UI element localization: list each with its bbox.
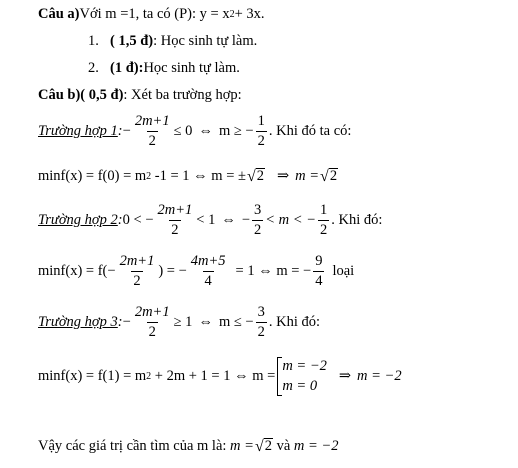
case-2-minus: − xyxy=(241,211,251,228)
line-3-imp: ⇒ xyxy=(338,368,352,385)
item-1-text: : Học sinh tự làm. xyxy=(153,33,258,49)
case-1-line xyxy=(38,114,351,148)
case-1-result-line: minf(x) = f(0) = m 2 -1 = 1 ⇔ m = ± √ 2 ⇒ m = √ 2 xyxy=(38,167,338,185)
item-1 xyxy=(88,33,257,50)
case-1-cond-fraction xyxy=(256,114,267,148)
line-1-res-sqrt xyxy=(320,168,338,185)
case-3-colon: : xyxy=(117,313,123,330)
cau-a-text-end: + 3x. xyxy=(234,6,265,22)
line-2-den2: 4 xyxy=(204,272,212,289)
line-2-num: 2m+1 xyxy=(119,253,155,269)
case-2-den: 2 xyxy=(171,221,179,238)
conclusion-sqrt xyxy=(255,438,273,455)
line-1-res-sqrt-val: 2 xyxy=(329,168,338,185)
case-1-label: Trường hợp 1 xyxy=(38,122,118,139)
case-1-iff: ⇔ xyxy=(198,122,213,139)
item-1-num: 1. xyxy=(88,33,99,49)
case-1-cden: 2 xyxy=(257,132,265,149)
line-1-mid: -1 = 1 ⇔ m = ± xyxy=(151,168,246,184)
line-3-opt-1: m = −2 xyxy=(282,358,327,374)
case-3-cden: 2 xyxy=(257,323,265,340)
line-2-den: 2 xyxy=(133,272,141,289)
line-1-left: minf(x) = f(0) = m xyxy=(38,168,147,184)
conclusion-and: và xyxy=(272,438,294,454)
line-2-den3: 4 xyxy=(315,272,323,289)
case-1-rel: ≤ 0 xyxy=(173,122,193,139)
case-2-line xyxy=(38,203,382,237)
conclusion-sqrt-val: 2 xyxy=(264,438,272,455)
case-3-iff: ⇔ xyxy=(198,313,213,330)
case-2-iff: ⇔ xyxy=(221,211,236,228)
case-2-bden: 2 xyxy=(319,221,328,238)
line-1-imp: ⇒ xyxy=(277,168,290,184)
item-1-score: ( 1,5 đ) xyxy=(110,33,154,49)
case-2-label: Trường hợp 2 xyxy=(38,211,118,228)
cau-b-label: Câu b)( 0,5 đ) xyxy=(38,87,124,103)
case-2-fraction xyxy=(156,203,195,237)
case-3-label: Trường hợp 3 xyxy=(38,313,118,330)
line-2-num3: 9 xyxy=(315,253,323,269)
case-2-colon: : xyxy=(117,211,123,228)
line-1-sqrt xyxy=(247,168,265,185)
case-2-num: 2m+1 xyxy=(157,202,193,218)
sqrt-icon: √ xyxy=(320,167,329,185)
case-3-cnum: 3 xyxy=(257,304,265,320)
cau-b-text: : Xét ba trường hợp: xyxy=(123,87,242,103)
cau-a-text: Với m =1, ta có (P): y = x xyxy=(79,6,230,22)
line-2-num2: 4m+5 xyxy=(190,253,226,269)
case-2-bnum: 1 xyxy=(319,202,328,218)
case-2-tail: . Khi đó: xyxy=(331,211,383,228)
line-2-left: minf(x) = f(− xyxy=(38,262,116,279)
case-3-fraction xyxy=(133,305,172,339)
case-3-num: 2m+1 xyxy=(134,304,170,320)
case-3-cond: m ≤ − xyxy=(218,313,254,330)
cau-b-line xyxy=(38,87,242,104)
line-2-fraction-1 xyxy=(118,254,157,288)
case-2-b-fraction xyxy=(318,203,329,237)
case-1-den: 2 xyxy=(148,132,156,149)
case-1-colon: : xyxy=(117,122,123,139)
line-2-mid: ) = − xyxy=(158,262,187,279)
item-2 xyxy=(88,60,240,77)
case-1-tail: . Khi đó ta có: xyxy=(268,122,352,139)
line-1-sqrt-val: 2 xyxy=(256,168,264,185)
case-2-rel: < 1 xyxy=(196,211,216,228)
item-2-score: (1 đ): xyxy=(110,60,144,76)
case-2-result-line xyxy=(38,254,354,288)
conclusion-text: Vậy các giá trị cần tìm của m là: xyxy=(38,438,231,454)
line-3-opt-2: m = 0 xyxy=(282,377,318,394)
case-2-anum: 3 xyxy=(254,202,262,218)
case-3-den: 2 xyxy=(148,323,156,340)
case-3-result-line: minf(x) = f(1) = m 2 + 2m + 1 = 1 ⇔ m = m = −2 m = 0 ⇒ m = −2 xyxy=(38,357,402,396)
line-3-res: m = −2 xyxy=(357,368,402,385)
sqrt-icon: √ xyxy=(246,167,256,185)
case-3-cond-fraction xyxy=(256,305,267,339)
case-1-cond: m ≥ − xyxy=(218,122,254,139)
conclusion-res-2: m = −2 xyxy=(293,438,339,454)
cau-a-label: Câu a) xyxy=(38,6,80,22)
item-2-text: Học sinh tự làm. xyxy=(143,60,240,76)
line-3-left: minf(x) = f(1) = m xyxy=(38,368,147,385)
line-2-fraction-2 xyxy=(189,254,228,288)
case-2-a-fraction xyxy=(252,203,263,237)
line-2-fraction-3 xyxy=(313,254,324,288)
conclusion-res-1: m = xyxy=(230,438,254,454)
case-1-minus: − xyxy=(122,122,131,139)
case-1-fraction xyxy=(133,114,172,148)
item-2-num: 2. xyxy=(88,60,99,76)
line-1-res: m = xyxy=(295,168,320,184)
case-3-rel: ≥ 1 xyxy=(173,313,193,330)
case-2-mid: < m < − xyxy=(265,211,316,228)
line-3-options xyxy=(277,357,327,396)
case-1-num: 2m+1 xyxy=(134,113,170,129)
line-2-after: = 1 ⇔ m = − xyxy=(235,262,312,279)
conclusion-line xyxy=(38,438,338,455)
case-3-line xyxy=(38,305,320,339)
line-3-mid: + 2m + 1 = 1 ⇔ m = xyxy=(151,368,276,385)
sqrt-icon: √ xyxy=(254,437,264,455)
case-3-tail: . Khi đó: xyxy=(268,313,321,330)
case-2-lead: 0 < − xyxy=(122,211,154,228)
case-1-cnum: 1 xyxy=(257,113,265,129)
cau-a-line: Câu a) Với m =1, ta có (P): y = x 2 + 3x. xyxy=(38,6,265,22)
case-2-aden: 2 xyxy=(254,221,262,238)
case-3-minus: − xyxy=(122,313,131,330)
line-2-tail: loại xyxy=(332,262,355,279)
